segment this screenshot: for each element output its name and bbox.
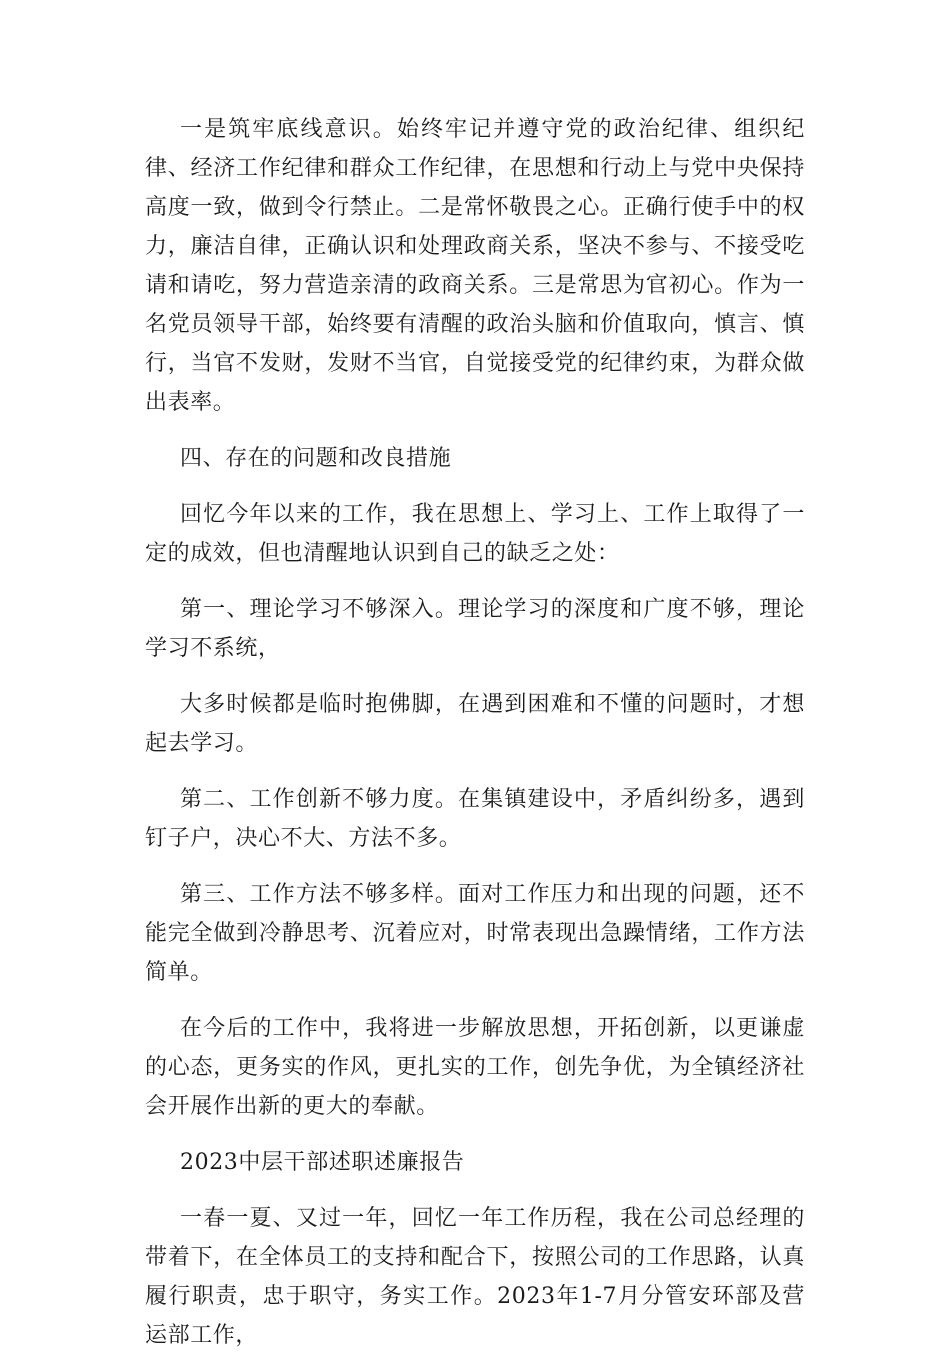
paragraph-second-issue: 第二、工作创新不够力度。在集镇建设中，矛盾纠纷多，遇到钉子户，决心不大、方法不多。	[145, 787, 805, 851]
paragraph-review: 回忆今年以来的工作，我在思想上、学习上、工作上取得了一定的成效，但也清醒地认识到自己的缺乏之处：	[145, 502, 805, 566]
paragraph-third-issue: 第三、工作方法不够多样。面对工作压力和出现的问题，还不能完全做到冷静思考、沉着应对，时常表现出急躁情绪，工作方法简单。	[145, 882, 805, 985]
report-title: 2023中层干部述职述廉报告	[180, 1150, 465, 1175]
section-heading-problems: 四、存在的问题和改良措施	[180, 446, 452, 471]
paragraph-report-intro: 一春一夏、又过一年，回忆一年工作历程，我在公司总经理的带着下，在全体员工的支持和配合下，按照公司的工作思路，认真履行职责，忠于职守，务实工作。2023年1-7月分管安环部及营运部工作，	[145, 1206, 805, 1348]
paragraph-first-issue: 第一、理论学习不够深入。理论学习的深度和广度不够，理论学习不系统，	[145, 597, 805, 661]
paragraph-first-issue-continued: 大多时候都是临时抱佛脚，在遇到困难和不懂的问题时，才想起去学习。	[145, 692, 805, 756]
document-body	[145, 110, 805, 1372]
paragraph-future-work: 在今后的工作中，我将进一步解放思想，开拓创新，以更谦虚的心态，更务实的作风，更扎实的工作，创先争优，为全镇经济社会开展作出新的更大的奉献。	[145, 1016, 805, 1119]
paragraph-discipline: 一是筑牢底线意识。始终牢记并遵守党的政治纪律、组织纪律、经济工作纪律和群众工作纪律，在思想和行动上与党中央保持高度一致，做到令行禁止。二是常怀敬畏之心。正确行使手中的权力，廉洁自律，正确认识和处理政商关系，坚决不参与、不接受吃请和请吃，努力营造亲清的政商关系。三是常思为官初心。作为一名党员领导干部，始终要有清醒的政治头脑和价值取向，慎言、慎行，当官不发财，发财不当官，自觉接受党的纪律约束，为群众做出表率。	[145, 117, 805, 415]
